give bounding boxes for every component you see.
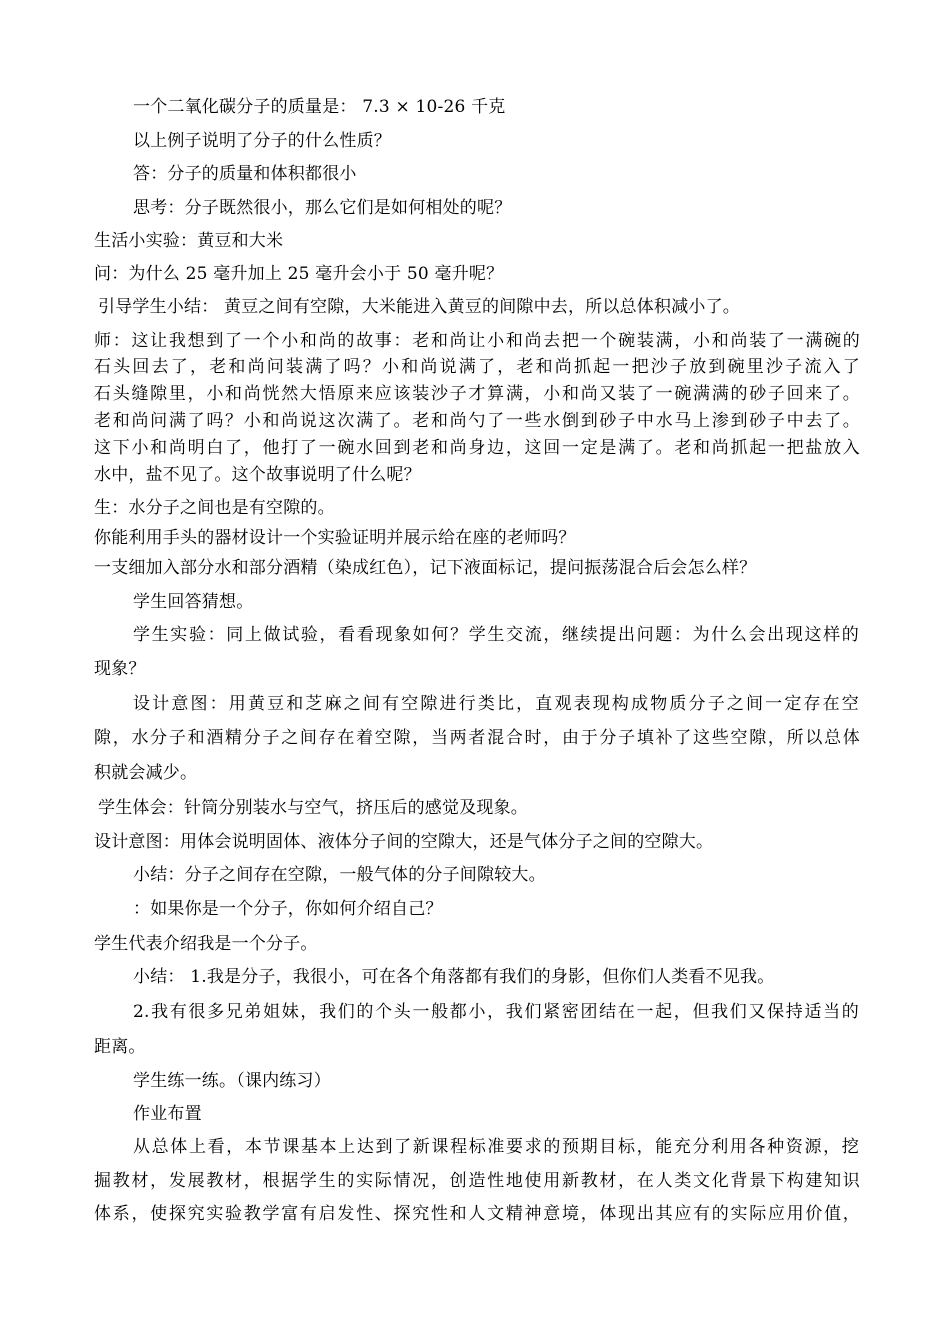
text-line: 一个二氧化碳分子的质量是： 7.3 × 10-26 千克 [133,97,506,117]
text-line: 水中，盐不见了。这个故事说明了什么呢？ [94,465,421,485]
text-line: 作业布置 [133,1104,202,1124]
text-line: 以上例子说明了分子的什么性质？ [133,131,391,151]
text-line: 隙，水分子和酒精分子之间存在着空隙，当两者混合时，由于分子填补了这些空隙，所以总体 [94,728,860,748]
text-line: 学生回答猜想。 [133,592,254,612]
text-line: 体系，使探究实验教学富有启发性、探究性和人文精神意境，体现出其应有的实际应用价值， [94,1204,860,1224]
text-line: 一支细加入部分水和部分酒精（染成红色），记下液面标记，提问振荡混合后会怎么样？ [94,558,757,578]
text-line: 思考：分子既然很小，那么它们是如何相处的呢？ [133,198,512,218]
text-line: 学生体会：针筒分别装水与空气，挤压后的感觉及现象。 [98,798,528,818]
text-line: 现象？ [94,659,146,679]
text-line: 学生练一练。（课内练习） [133,1071,331,1091]
text-line: 掘教材，发展教材，根据学生的实际情况，创造性地使用新教材，在人类文化背景下构建知识 [94,1171,860,1191]
text-line: 2.我有很多兄弟姐妹，我们的个头一般都小，我们紧密团结在一起，但我们又保持适当的 [133,1002,859,1022]
text-line: 学生实验：同上做试验，看看现象如何？学生交流，继续提出问题：为什么会出现这样的 [133,625,859,645]
text-line: 设计意图：用体会说明固体、液体分子间的空隙大，还是气体分子之间的空隙大。 [94,832,714,852]
text-line: 你能利用手头的器材设计一个实验证明并展示给在座的老师吗？ [94,528,576,548]
text-line: 学生代表介绍我是一个分子。 [94,934,318,954]
text-line: 师：这让我想到了一个小和尚的故事：老和尚让小和尚去把一个碗装满，小和尚装了一满碗的 [94,331,860,351]
text-line: 生：水分子之间也是有空隙的。 [94,498,335,518]
text-line: 小结： 1.我是分子，我很小，可在各个角落都有我们的身影，但你们人类看不见我。 [133,967,775,987]
text-line: ：如果你是一个分子，你如何介绍自己？ [133,899,443,919]
text-line: 引导学生小结： 黄豆之间有空隙，大米能进入黄豆的间隙中去，所以总体积减小了。 [98,297,741,317]
text-line: 从总体上看，本节课基本上达到了新课程标准要求的预期目标，能充分利用各种资源，挖 [133,1137,859,1157]
text-line: 石头缝隙里，小和尚恍然大悟原来应该装沙子才算满，小和尚又装了一碗满满的砂子回来了。 [94,384,860,404]
text-line: 生活小实验：黄豆和大米 [94,231,284,251]
text-line: 这下小和尚明白了，他打了一碗水回到老和尚身边，这回一定是满了。老和尚抓起一把盐放入 [94,438,860,458]
text-line: 距离。 [94,1037,146,1057]
text-line: 答：分子的质量和体积都很小 [133,164,357,184]
text-line: 小结：分子之间存在空隙，一般气体的分子间隙较大。 [133,865,546,885]
text-line: 问：为什么 25 毫升加上 25 毫升会小于 50 毫升呢？ [94,264,504,284]
text-line: 积就会减少。 [94,763,198,783]
text-line: 石头回去了，老和尚问装满了吗？小和尚说满了，老和尚抓起一把沙子放到碗里沙子流入了 [94,357,860,377]
text-line: 老和尚问满了吗？小和尚说这次满了。老和尚勺了一些水倒到砂子中水马上渗到砂子中去了。 [94,411,860,431]
text-line: 设计意图：用黄豆和芝麻之间有空隙进行类比，直观表现构成物质分子之间一定存在空 [133,694,859,714]
